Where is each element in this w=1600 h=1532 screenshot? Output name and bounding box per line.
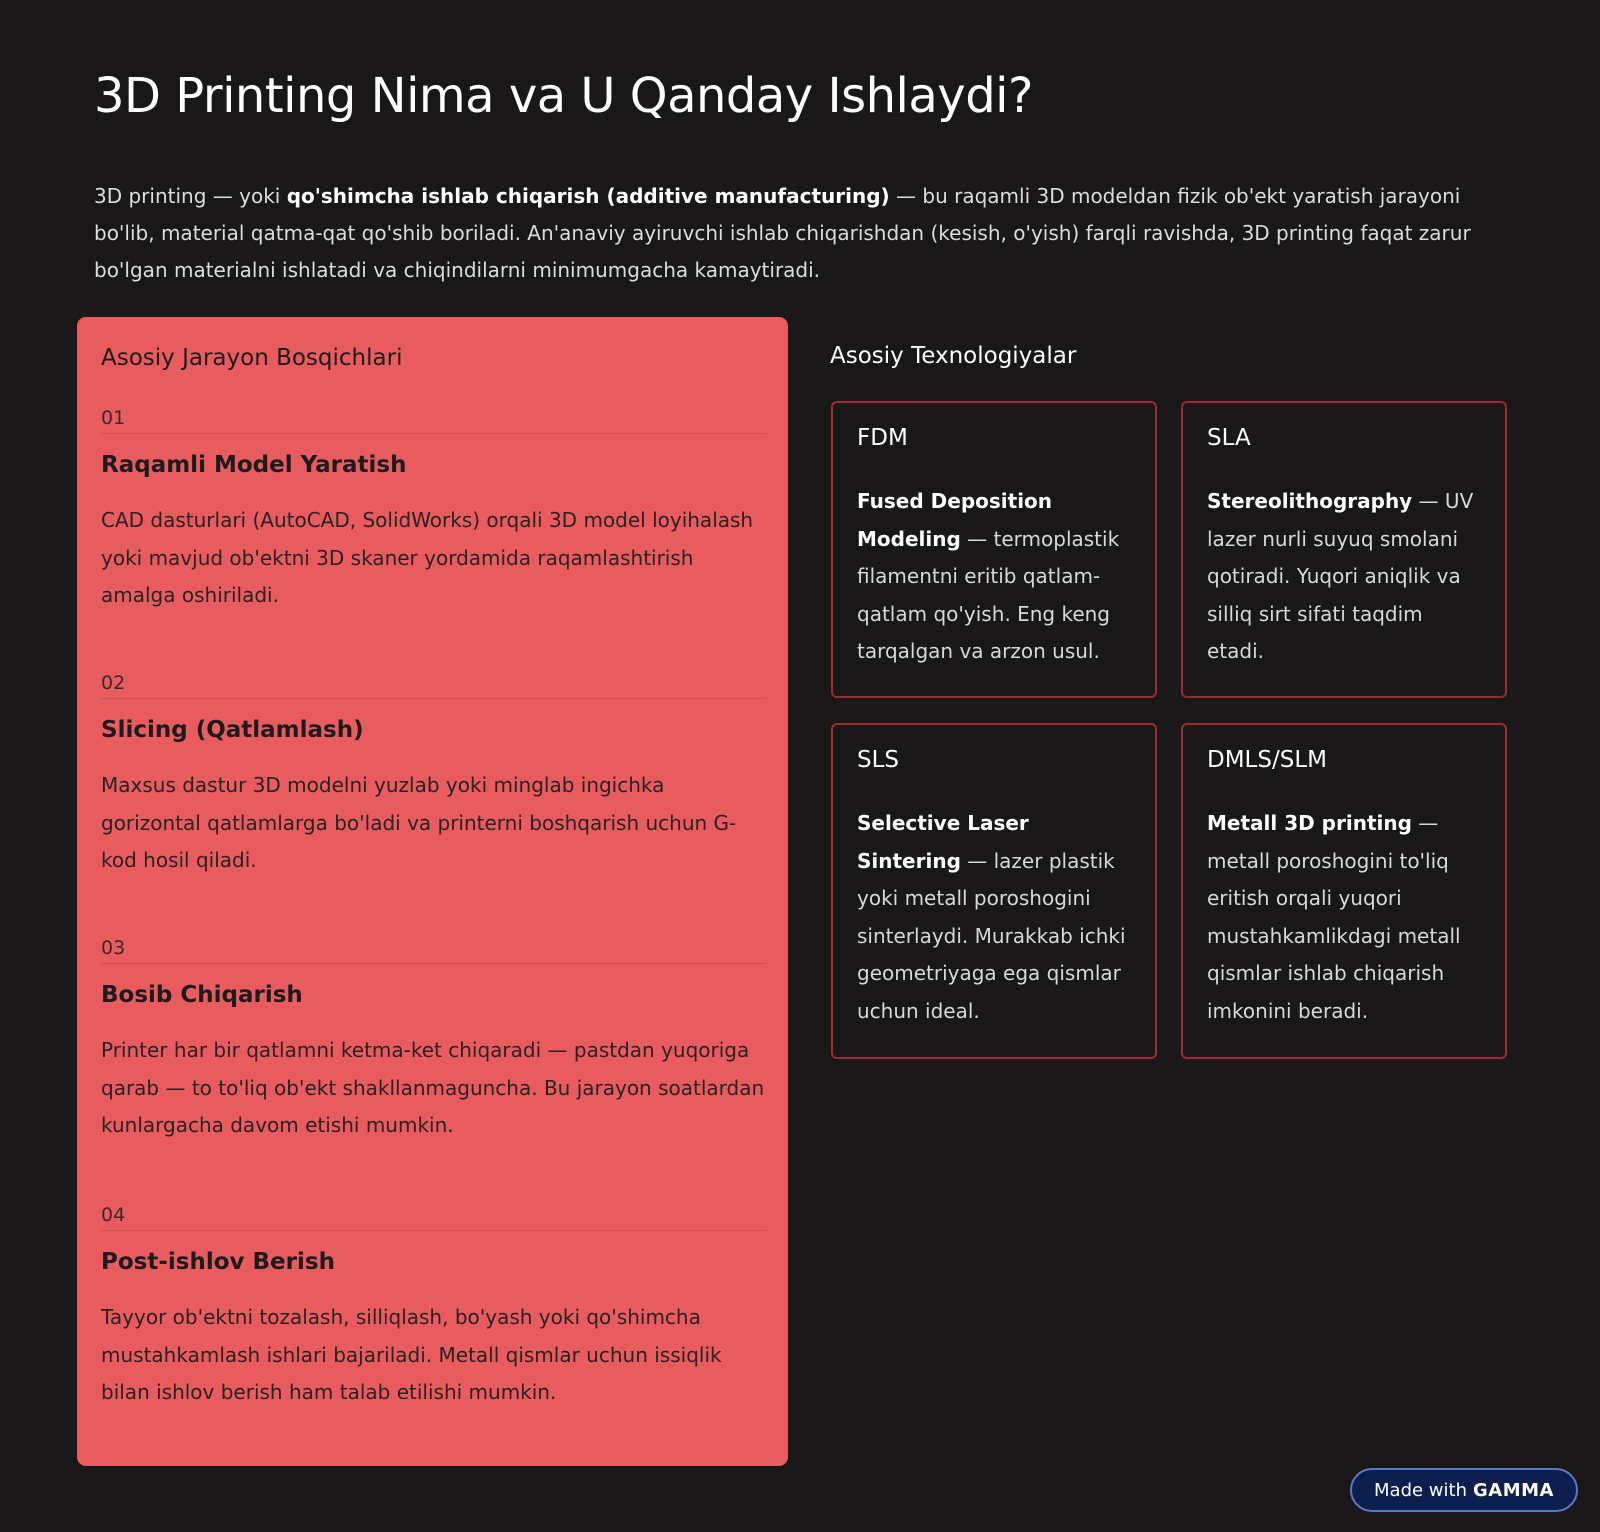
step-title: Slicing (Qatlamlash) [101,717,364,743]
step-item [101,927,766,1194]
step-divider [101,1230,766,1231]
tech-card-sls [831,723,1157,1059]
tech-desc-text: — UV lazer nurli suyuq smolani qotiradi. Yuqori aniqlik va silliq sirt sifati taqdim etadi. [1207,489,1474,663]
step-number: 04 [101,1204,126,1226]
step-title: Bosib Chiqarish [101,982,303,1008]
tech-abbr: SLA [1207,425,1251,451]
tech-card-dmls-slm [1181,723,1507,1059]
tech-description [857,805,1133,1030]
intro-text-start: 3D printing — yoki [94,184,287,208]
step-divider [101,433,766,434]
step-divider [101,963,766,964]
process-steps-panel [77,317,788,1466]
steps-heading: Asosiy Jarayon Bosqichlari [101,345,403,371]
tech-full-name: Fused Deposition Modeling [857,489,1053,551]
intro-paragraph [94,178,1514,289]
step-description: CAD dasturlari (AutoCAD, SolidWorks) orqali 3D model loyihalash yoki mavjud ob'ektni 3D skaner yordamida raqamlashtirish amalga oshiriladi. [101,508,754,607]
tech-abbr: DMLS/SLM [1207,747,1327,773]
intro-text-end: — bu raqamli 3D modeldan fizik ob'ekt yaratish jarayoni bo'lib, material qatma-qat qo'shib boriladi. An'anaviy ayiruvchi ishlab chiqarishdan (kesish, o'yish) farqli ravishda, 3D printing faqat zarur bo'lgan materialni ishlatadi va chiqindilarni minimumgacha kamaytiradi. [94,184,1471,282]
tech-abbr: FDM [857,425,908,451]
step-item [101,397,766,662]
step-description: Tayyor ob'ektni tozalash, silliqlash, bo'yash yoki qo'shimcha mustahkamlash ishlari bajariladi. Metall qismlar uchun issiqlik bilan ishlov berish ham talab etilishi mumkin. [101,1305,722,1404]
page-title: 3D Printing Nima va U Qanday Ishlaydi? [94,68,1033,124]
intro-bold-term: qo'shimcha ishlab chiqarish (additive manufacturing) [286,184,890,208]
tech-desc-text: — metall poroshogini to'liq eritish orqali yuqori mustahkamlikdagi metall qismlar ishlab chiqarish imkonini beradi. [1207,811,1461,1023]
step-description: Printer har bir qatlamni ketma-ket chiqaradi — pastdan yuqoriga qarab — to to'liq ob'ekt shakllanmaguncha. Bu jarayon soatlardan kunlargacha davom etishi mumkin. [101,1038,765,1137]
step-title: Post-ishlov Berish [101,1249,335,1275]
step-number: 03 [101,937,126,959]
tech-description [1207,805,1483,1030]
step-item [101,1194,766,1412]
badge-prefix: Made with [1374,1479,1467,1501]
tech-description [857,483,1133,671]
step-number: 02 [101,672,126,694]
tech-desc-text: — lazer plastik yoki metall poroshogini sinterlaydi. Murakkab ichki geometriyaga ega qismlar uchun ideal. [857,848,1126,1023]
step-number: 01 [101,407,126,429]
step-item [101,662,766,927]
technologies-heading: Asosiy Texnologiyalar [830,343,1077,369]
step-title: Raqamli Model Yaratish [101,452,407,478]
step-divider [101,698,766,699]
tech-full-name: Selective Laser Sintering [857,811,1029,873]
tech-desc-text: — termoplastik filamentni eritib qatlam-qatlam qo'yish. Eng keng tarqalgan va arzon usul. [857,526,1120,663]
tech-abbr: SLS [857,747,900,773]
gamma-logo: GAMMA [1473,1479,1554,1501]
step-description: Maxsus dastur 3D modelni yuzlab yoki minglab ingichka gorizontal qatlamlarga bo'ladi va printerni boshqarish uchun G-kod hosil qiladi. [101,773,737,872]
made-with-gamma-badge[interactable] [1350,1468,1578,1512]
tech-full-name: Metall 3D printing [1207,811,1412,835]
tech-full-name: Stereolithography [1207,489,1413,513]
tech-card-sla [1181,401,1507,698]
tech-description [1207,483,1483,671]
tech-card-fdm [831,401,1157,698]
